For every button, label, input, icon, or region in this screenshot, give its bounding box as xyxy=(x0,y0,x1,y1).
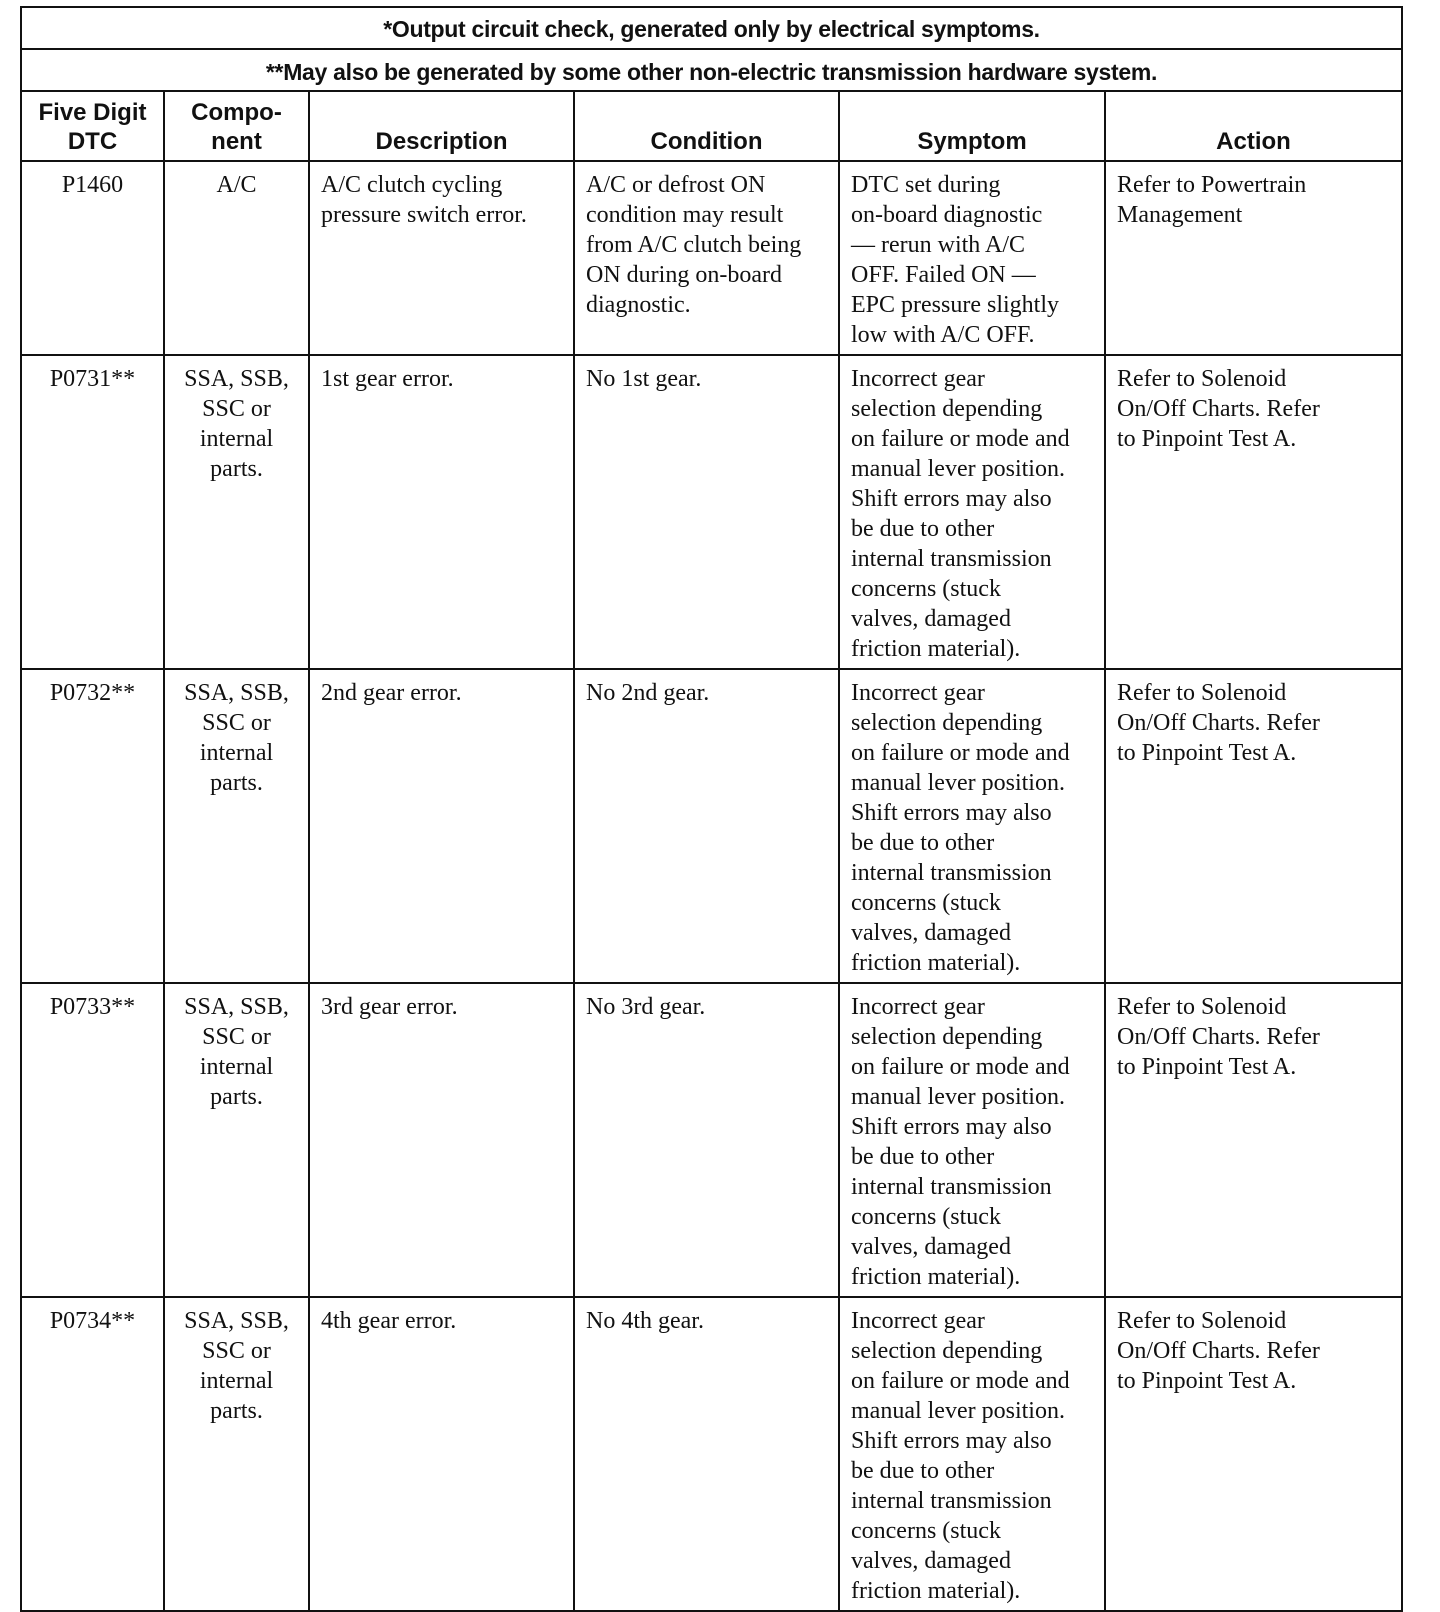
description-cell xyxy=(309,983,574,1297)
symptom-line: manual lever position. xyxy=(851,1398,1065,1424)
header-component-line: Compo- xyxy=(191,99,282,126)
condition-line: from A/C clutch being xyxy=(586,232,802,258)
symptom-line: Incorrect gear xyxy=(851,680,985,706)
action-line: On/Off Charts. Refer xyxy=(1117,396,1320,422)
header-component-line: nent xyxy=(211,128,262,155)
condition-cell xyxy=(574,355,839,669)
component-line: SSC or xyxy=(202,710,271,736)
component-line: A/C xyxy=(216,172,257,198)
table-row xyxy=(22,161,1401,355)
action-line: Refer to Solenoid xyxy=(1117,680,1287,706)
component-line: SSA, SSB, xyxy=(184,680,289,706)
component-line: internal xyxy=(199,740,274,766)
action-line: Refer to Solenoid xyxy=(1117,1308,1287,1334)
symptom-line: Shift errors may also xyxy=(851,486,1052,512)
description-line: 2nd gear error. xyxy=(321,680,462,706)
description-cell xyxy=(309,355,574,669)
symptom-cell xyxy=(839,669,1105,983)
header-code xyxy=(22,92,164,161)
table-row xyxy=(22,355,1401,669)
symptom-line: concerns (stuck xyxy=(851,890,1001,916)
description-line: 3rd gear error. xyxy=(321,994,458,1020)
action-cell xyxy=(1105,669,1401,983)
symptom-line: be due to other xyxy=(851,830,995,856)
component-line: SSC or xyxy=(202,1024,271,1050)
output-circuit-note: *Output circuit check, generated only by electrical symptoms. xyxy=(22,8,1401,50)
action-line: On/Off Charts. Refer xyxy=(1117,710,1320,736)
symptom-cell xyxy=(839,161,1105,355)
symptom-line: — rerun with A/C xyxy=(851,232,1025,258)
symptom-line: be due to other xyxy=(851,1144,995,1170)
symptom-line: on failure or mode and xyxy=(851,426,1070,452)
symptom-line: internal transmission xyxy=(851,1488,1052,1514)
component-line: SSC or xyxy=(202,396,271,422)
component-line: SSC or xyxy=(202,1338,271,1364)
header-code-line: DTC xyxy=(67,128,118,155)
component-line: SSA, SSB, xyxy=(184,994,289,1020)
action-line: Management xyxy=(1117,202,1243,228)
header-symptom: Symptom xyxy=(839,92,1105,161)
symptom-line: concerns (stuck xyxy=(851,1204,1001,1230)
symptom-line: Shift errors may also xyxy=(851,1428,1052,1454)
table-body xyxy=(22,161,1401,1610)
symptom-line: on failure or mode and xyxy=(851,740,1070,766)
symptom-line: internal transmission xyxy=(851,860,1052,886)
symptom-line: Incorrect gear xyxy=(851,994,985,1020)
symptom-line: manual lever position. xyxy=(851,1084,1065,1110)
description-line: 4th gear error. xyxy=(321,1308,457,1334)
condition-line: No 3rd gear. xyxy=(586,994,706,1020)
action-line: to Pinpoint Test A. xyxy=(1117,1054,1297,1080)
header-component xyxy=(164,92,309,161)
symptom-line: concerns (stuck xyxy=(851,1518,1001,1544)
action-line: to Pinpoint Test A. xyxy=(1117,1368,1297,1394)
condition-line: ON during on-board xyxy=(586,262,782,288)
condition-line: A/C or defrost ON xyxy=(586,172,766,198)
action-line: to Pinpoint Test A. xyxy=(1117,740,1297,766)
dtc-table xyxy=(22,92,1401,1610)
dtc-code-cell: P0734** xyxy=(22,1297,164,1610)
symptom-line: DTC set during xyxy=(851,172,1001,198)
condition-cell xyxy=(574,1297,839,1610)
header-condition: Condition xyxy=(574,92,839,161)
symptom-line: internal transmission xyxy=(851,1174,1052,1200)
symptom-line: selection depending xyxy=(851,710,1043,736)
action-line: On/Off Charts. Refer xyxy=(1117,1024,1320,1050)
description-cell xyxy=(309,669,574,983)
component-cell xyxy=(164,355,309,669)
symptom-cell xyxy=(839,1297,1105,1610)
action-line: On/Off Charts. Refer xyxy=(1117,1338,1320,1364)
dtc-code-cell: P1460 xyxy=(22,161,164,355)
dtc-code-cell: P0731** xyxy=(22,355,164,669)
condition-cell xyxy=(574,669,839,983)
symptom-line: concerns (stuck xyxy=(851,576,1001,602)
symptom-line: low with A/C OFF. xyxy=(851,322,1035,348)
header-action: Action xyxy=(1105,92,1401,161)
condition-line: diagnostic. xyxy=(586,292,691,318)
symptom-line: on failure or mode and xyxy=(851,1368,1070,1394)
symptom-line: manual lever position. xyxy=(851,770,1065,796)
component-line: parts. xyxy=(210,1084,263,1110)
symptom-line: friction material). xyxy=(851,1578,1021,1604)
dtc-code-cell: P0732** xyxy=(22,669,164,983)
action-line: Refer to Solenoid xyxy=(1117,366,1287,392)
component-line: internal xyxy=(199,1368,274,1394)
symptom-line: valves, damaged xyxy=(851,606,1011,632)
action-cell xyxy=(1105,355,1401,669)
symptom-line: EPC pressure slightly xyxy=(851,292,1059,318)
header-row xyxy=(22,92,1401,161)
action-line: Refer to Powertrain xyxy=(1117,172,1307,198)
component-line: parts. xyxy=(210,770,263,796)
description-line: pressure switch error. xyxy=(321,202,527,228)
condition-line: condition may result xyxy=(586,202,784,228)
symptom-line: be due to other xyxy=(851,1458,995,1484)
symptom-line: valves, damaged xyxy=(851,920,1011,946)
symptom-line: internal transmission xyxy=(851,546,1052,572)
component-line: internal xyxy=(199,426,274,452)
description-line: A/C clutch cycling xyxy=(321,172,503,198)
component-line: internal xyxy=(199,1054,274,1080)
symptom-line: valves, damaged xyxy=(851,1548,1011,1574)
component-line: parts. xyxy=(210,456,263,482)
action-cell xyxy=(1105,983,1401,1297)
condition-cell xyxy=(574,983,839,1297)
description-cell xyxy=(309,1297,574,1610)
symptom-cell xyxy=(839,355,1105,669)
component-cell xyxy=(164,983,309,1297)
symptom-line: Shift errors may also xyxy=(851,1114,1052,1140)
other-systems-note: **May also be generated by some other non-electric transmission hardware system. xyxy=(22,50,1401,92)
symptom-cell xyxy=(839,983,1105,1297)
condition-line: No 2nd gear. xyxy=(586,680,710,706)
symptom-line: Shift errors may also xyxy=(851,800,1052,826)
component-cell xyxy=(164,1297,309,1610)
symptom-line: OFF. Failed ON — xyxy=(851,262,1036,288)
symptom-line: on-board diagnostic xyxy=(851,202,1043,228)
symptom-line: Incorrect gear xyxy=(851,1308,985,1334)
symptom-line: be due to other xyxy=(851,516,995,542)
component-cell xyxy=(164,161,309,355)
condition-cell xyxy=(574,161,839,355)
description-line: 1st gear error. xyxy=(321,366,454,392)
action-line: Refer to Solenoid xyxy=(1117,994,1287,1020)
table-row xyxy=(22,983,1401,1297)
table-row xyxy=(22,669,1401,983)
header-code-line: Five Digit xyxy=(38,99,147,126)
symptom-line: valves, damaged xyxy=(851,1234,1011,1260)
symptom-line: selection depending xyxy=(851,1338,1043,1364)
description-cell xyxy=(309,161,574,355)
component-line: SSA, SSB, xyxy=(184,1308,289,1334)
dtc-chart xyxy=(20,6,1403,1612)
condition-line: No 4th gear. xyxy=(586,1308,704,1334)
component-line: SSA, SSB, xyxy=(184,366,289,392)
symptom-line: friction material). xyxy=(851,636,1021,662)
action-line: to Pinpoint Test A. xyxy=(1117,426,1297,452)
symptom-line: selection depending xyxy=(851,1024,1043,1050)
symptom-line: Incorrect gear xyxy=(851,366,985,392)
action-cell xyxy=(1105,161,1401,355)
action-cell xyxy=(1105,1297,1401,1610)
component-line: parts. xyxy=(210,1398,263,1424)
table-row xyxy=(22,1297,1401,1610)
symptom-line: manual lever position. xyxy=(851,456,1065,482)
symptom-line: selection depending xyxy=(851,396,1043,422)
header-description: Description xyxy=(309,92,574,161)
component-cell xyxy=(164,669,309,983)
dtc-code-cell: P0733** xyxy=(22,983,164,1297)
symptom-line: friction material). xyxy=(851,1264,1021,1290)
symptom-line: on failure or mode and xyxy=(851,1054,1070,1080)
condition-line: No 1st gear. xyxy=(586,366,702,392)
symptom-line: friction material). xyxy=(851,950,1021,976)
